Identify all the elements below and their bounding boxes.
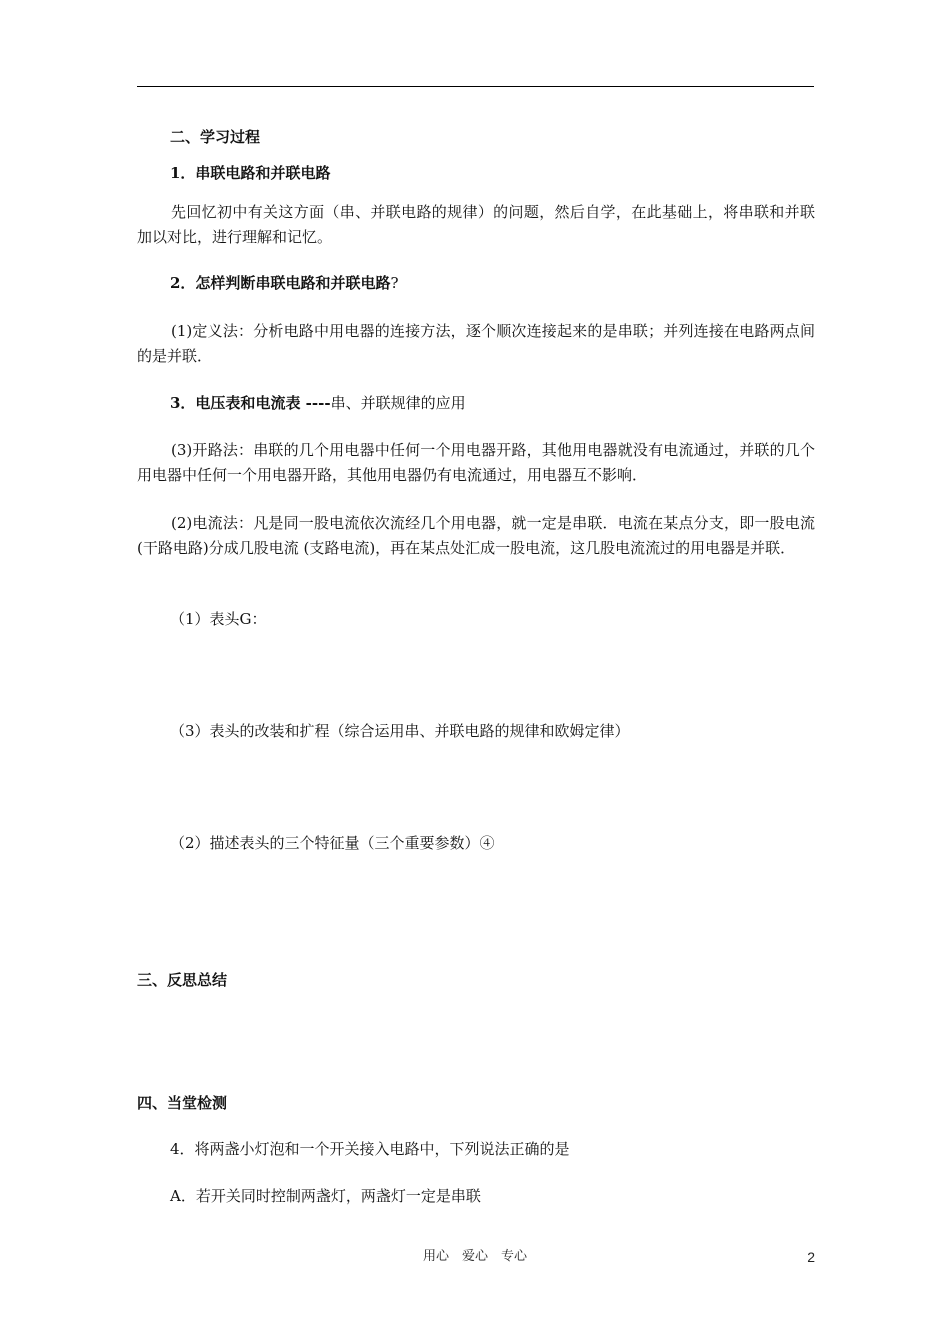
question-4-option-a: A．若开关同时控制两盏灯，两盏灯一定是串联 (170, 1187, 481, 1205)
section-heading-in-class-test: 四、当堂检测 (137, 1094, 228, 1112)
item2-paragraph: (1)定义法：分析电路中用电器的连接方法，逐个顺次连接起来的是串联；并列连接在电路两点间的是并联． (137, 322, 815, 365)
item3-paragraph-open-circuit: (3)开路法：串联的几个用电器中任何一个用电器开路，其他用电器就没有电流通过，并联的几个用电器中任何一个用电器开路，其他用电器仍有电流通过，用电器互不影响． (137, 441, 815, 484)
item2-heading: 2．怎样判断串联电路和并联电路 (170, 274, 391, 292)
item1-heading: 1．串联电路和并联电路 (170, 164, 331, 182)
page-number: 2 (807, 1249, 815, 1265)
item1-paragraph: 先回忆初中有关这方面（串、并联电路的规律）的问题，然后自学，在此基础上，将串联和并联加以对比，进行理解和记忆。 (137, 203, 815, 246)
section-heading-learning-process: 二、学习过程 (170, 128, 261, 146)
item3-heading-line (170, 392, 466, 414)
header-rule (137, 86, 814, 87)
item2-heading-suffix: ? (390, 274, 399, 292)
sub-item-meter-head: （1）表头G： (170, 610, 267, 628)
item3-paragraph-current-method: (2)电流法：凡是同一股电流依次流经几个用电器，就一定是串联．电流在某点分支，即一股电流(干路电路)分成几股电流 (支路电流)，再在某点处汇成一股电流，这几股电流流过的用电器是并联． (137, 514, 815, 557)
item3-heading-suffix: 串、并联规律的应用 (330, 394, 466, 412)
sub-item-meter-modification: （3）表头的改装和扩程（综合运用串、并联电路的规律和欧姆定律） (170, 722, 630, 740)
question-4: 4．将两盏小灯泡和一个开关接入电路中，下列说法正确的是 (170, 1140, 570, 1158)
footer-motto: 用心 爱心 专心 (422, 1249, 527, 1264)
section-heading-reflection: 三、反思总结 (137, 971, 228, 989)
sub-item-meter-parameters: （2）描述表头的三个特征量（三个重要参数）④ (170, 834, 495, 852)
item2-heading-line (170, 272, 399, 294)
item3-heading: 3．电压表和电流表 ---- (170, 394, 331, 412)
